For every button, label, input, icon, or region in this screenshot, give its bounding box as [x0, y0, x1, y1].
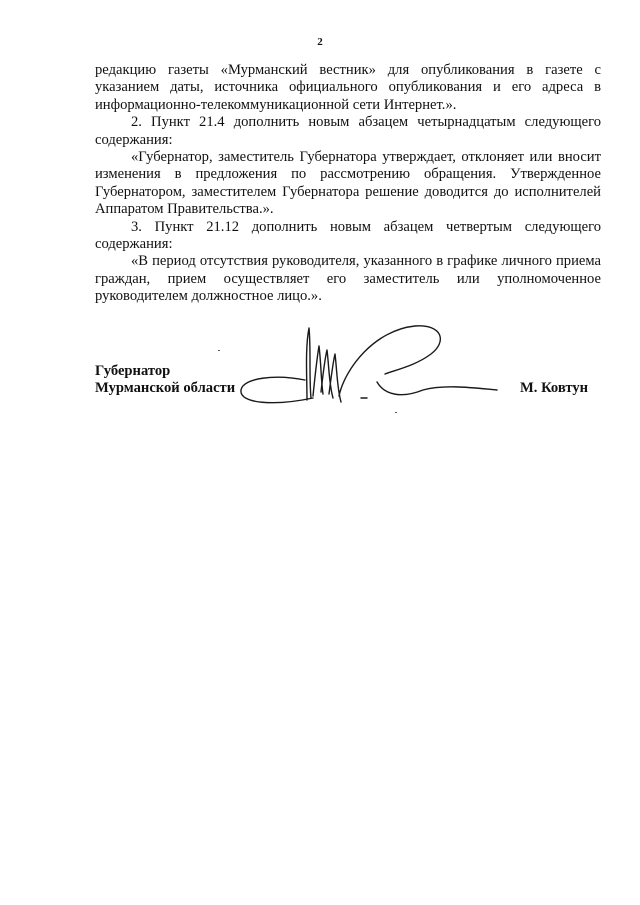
document-body	[95, 62, 601, 306]
handwritten-signature	[235, 318, 505, 418]
signer-name: М. Ковтун	[520, 380, 589, 396]
paragraph-quote-1: «Губернатор, заместитель Губернатора утверждает, отклоняет или вносит изменения в предложения по рассмотрению обращения. Утвержденное Губернатором, заместителем Губернатора решение доводится до исполнителей Аппаратом Правительства.».	[95, 149, 601, 218]
paragraph-continuation: редакцию газеты «Мурманский вестник» для опубликования в газете с указанием даты, источника официального опубликования и его адреса в информационно-телекоммуникационной сети Интернет.».	[95, 62, 601, 113]
paragraph-quote-2: «В период отсутствия руководителя, указанного в графике личного приема граждан, прием осуществляет его заместитель или уполномоченное руководителем должностное лицо.».	[95, 253, 601, 305]
page-number: 2	[317, 36, 323, 48]
signer-position	[95, 363, 235, 398]
scan-speck	[395, 412, 397, 413]
paragraph-item-2: 2. Пункт 21.4 дополнить новым абзацем четырнадцатым следующего содержания:	[95, 114, 601, 148]
scan-speck	[218, 350, 220, 351]
signer-position-line2: Мурманской области	[95, 380, 236, 397]
paragraph-item-3: 3. Пункт 21.12 дополнить новым абзацем четвертым следующего содержания:	[95, 218, 601, 253]
signer-position-line1: Губернатор	[95, 363, 171, 379]
